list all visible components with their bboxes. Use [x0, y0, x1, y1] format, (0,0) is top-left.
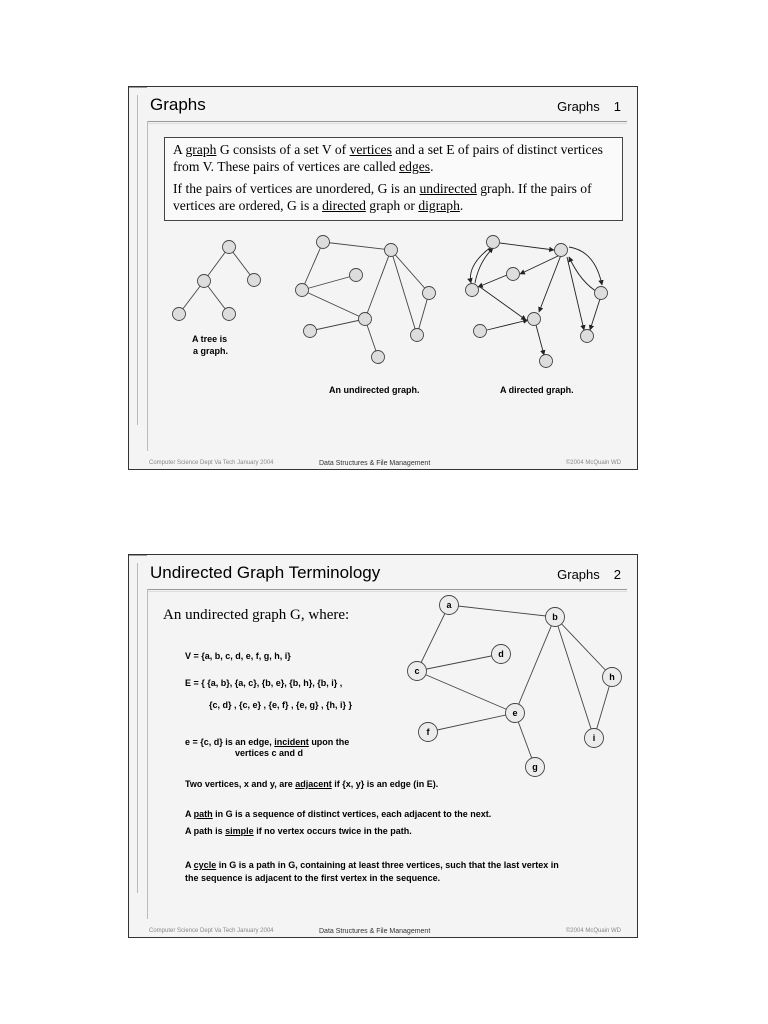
term-directed: directed — [322, 198, 366, 213]
text: A — [173, 142, 186, 157]
term-cycle: cycle — [193, 860, 217, 870]
vertex-label-c: c — [414, 666, 420, 676]
caption-tree-line-1: A tree is — [192, 334, 228, 344]
vertex-label-g: g — [532, 762, 538, 772]
term-vertices: vertices — [349, 142, 392, 157]
term-undirected: undirected — [419, 181, 477, 196]
footer-right: ©2004 McQuain WD — [565, 460, 621, 466]
text: in G is a path in G, containing at least three vertices, such that the last vertex in — [216, 860, 559, 870]
vertex-label-f: f — [426, 727, 430, 737]
edge-set-line-2: {c, d} , {c, e} , {e, f} , {e, g} , {h, i} } — [209, 700, 353, 710]
text: upon the — [308, 737, 350, 747]
caption-tree-line-2: a graph. — [193, 346, 229, 356]
term-path: path — [193, 809, 213, 819]
slide-title: Graphs — [150, 95, 206, 114]
topic-label: Graphs — [557, 99, 600, 114]
text: A path is — [185, 826, 226, 836]
footer-left: Computer Science Dept Va Tech January 2004 — [149, 460, 274, 466]
graph-diagrams — [129, 87, 639, 471]
text: graph. If the pairs of vertices are ordered, G is a — [173, 181, 592, 213]
text: A — [185, 860, 194, 870]
footer-center: Data Structures & File Management — [319, 928, 431, 935]
slide-title: Undirected Graph Terminology — [150, 563, 381, 582]
undirected-graph-diagram — [296, 236, 436, 364]
graph-heading: An undirected graph G, where: — [163, 607, 350, 623]
footer-center: Data Structures & File Management — [319, 460, 431, 467]
slide-number: 1 — [613, 99, 621, 114]
text: A — [185, 809, 194, 819]
footer-left: Computer Science Dept Va Tech January 2004 — [149, 928, 274, 934]
term-incident: incident — [274, 737, 309, 747]
tree-diagram — [173, 241, 261, 321]
incident-definition-line-2: vertices c and d — [235, 748, 304, 758]
vertex-label-e: e — [512, 708, 518, 718]
vertex-label-a: a — [446, 600, 452, 610]
vertex-label-d: d — [498, 649, 504, 659]
term-digraph: digraph — [418, 198, 460, 213]
cycle-definition-line-2: the sequence is adjacent to the first vertex in the sequence. — [185, 873, 441, 883]
text: . — [459, 198, 464, 213]
text: if no vertex occurs twice in the path. — [253, 826, 412, 836]
text: Two vertices, x and y, are — [185, 779, 296, 789]
edge-set-line-1: E = { {a, b}, {a, c}, {b, e}, {b, h}, {b, i} , — [185, 678, 343, 688]
slide-undirected-graph-terminology — [128, 554, 638, 938]
caption-directed: A directed graph. — [500, 385, 574, 395]
text: graph or — [365, 198, 419, 213]
vertex-label-i: i — [592, 733, 596, 743]
text: if {x, y} is an edge (in E). — [331, 779, 439, 789]
text: in G is a sequence of distinct vertices, each adjacent to the next. — [212, 809, 492, 819]
term-adjacent: adjacent — [295, 779, 332, 789]
topic-label: Graphs — [557, 567, 600, 582]
term-edges: edges — [399, 159, 431, 174]
vertex-label-h: h — [609, 672, 615, 682]
term-simple: simple — [225, 826, 254, 836]
text: e = {c, d} is an edge, — [185, 737, 275, 747]
caption-undirected: An undirected graph. — [329, 385, 420, 395]
slide-graphs — [128, 86, 638, 470]
text: If the pairs of vertices are unordered, G is an — [173, 181, 420, 196]
text: G consists of a set V of — [216, 142, 350, 157]
text: and a set E of pairs of distinct vertices from V. These pairs of vertices are called — [173, 142, 603, 174]
text: . — [430, 159, 434, 174]
slide-number: 2 — [613, 567, 621, 582]
vertex-label-b: b — [552, 612, 558, 622]
labeled-graph-diagram — [129, 555, 639, 939]
term-graph: graph — [185, 142, 217, 157]
vertex-set: V = {a, b, c, d, e, f, g, h, i} — [185, 651, 291, 661]
footer-right: ©2004 McQuain WD — [565, 928, 621, 934]
